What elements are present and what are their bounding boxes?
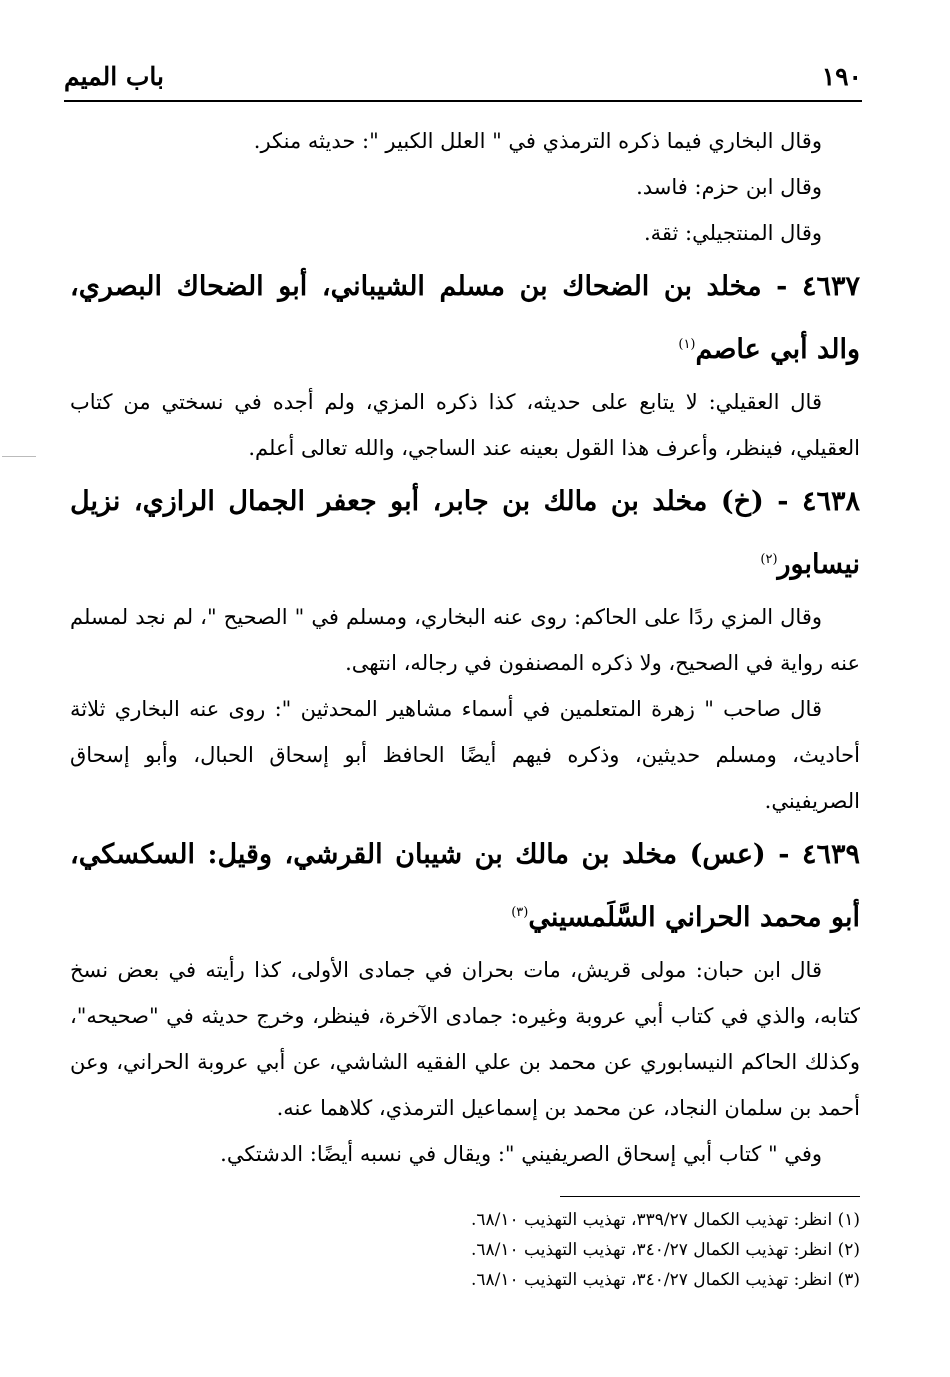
intro-line: وقال ابن حزم: فاسد. — [636, 175, 822, 199]
footnote-ref: (٢) — [760, 552, 778, 567]
entry-paragraph: وفي " كتاب أبي إسحاق الصريفيني ": ويقال في نسبه أيضًا: الدشتكي. — [220, 1142, 822, 1166]
entry-heading-text: ٤٦٣٩ - (عس) مخلد بن مالك بن شيبان القرشي، وقيل: السكسكي، أبو محمد الحراني السَّلَمسيني — [70, 839, 860, 933]
footnotes-section — [70, 1196, 860, 1295]
entry-paragraph: وقال المزي ردًا على الحاكم: روى عنه البخاري، ومسلم في " الصحيح "، لم نجد لمسلم عنه رواية في الصحيح، ولا ذكره المصنفون في رجاله، انتهى. — [70, 605, 860, 675]
page-body — [70, 118, 860, 1177]
entry-paragraph: قال صاحب " زهرة المتعلمين في أسماء مشاهير المحدثين ": روى عنه البخاري ثلاثة أحاديث، ومسلم حديثين، وذكره فيهم أيضًا الحافظ أبو إسحاق الحبال، وأبو إسحاق الصريفيني. — [70, 697, 860, 813]
footnote-ref: (١) — [678, 337, 696, 352]
entry-4639 — [70, 826, 860, 1177]
entry-heading — [70, 826, 860, 947]
entry-heading-text: ٤٦٣٧ - مخلد بن الضحاك بن مسلم الشيباني، أبو الضحاك البصري، والد أبي عاصم — [70, 271, 860, 365]
page-number: ١٩٠ — [821, 62, 862, 91]
footnote-ref: (٣) — [511, 905, 529, 920]
entry-heading — [70, 258, 860, 379]
entry-4637 — [70, 258, 860, 471]
footnote: (١) انظر: تهذيب الكمال ٣٣٩/٢٧، تهذيب التهذيب ٦٨/١٠. — [470, 1210, 860, 1230]
entry-heading-text: ٤٦٣٨ - (خ) مخلد بن مالك بن جابر، أبو جعفر الجمال الرازي، نزيل نيسابور — [70, 486, 860, 580]
entry-heading — [70, 473, 860, 594]
running-title: باب الميم — [64, 62, 165, 91]
entry-paragraph: قال العقيلي: لا يتابع على حديثه، كذا ذكره المزي، ولم أجده في نسختي من كتاب العقيلي، فينظر، وأعرف هذا القول بعينه عند الساجي، والله تعالى أعلم. — [70, 390, 860, 460]
intro-line: وقال البخاري فيما ذكره الترمذي في " العلل الكبير ": حديثه منكر. — [253, 129, 822, 153]
intro-line: وقال المنتجيلي: ثقة. — [643, 221, 822, 245]
entry-paragraph: قال ابن حبان: مولى قريش، مات بحران في جمادى الأولى، كذا رأيته في بعض نسخ كتابه، والذي في كتاب أبي عروبة وغيره: جمادى الآخرة، فينظر، وخرج حديثه في "صحيحه"، وكذلك الحاكم النيسابوري عن محمد بن علي الفقيه الشاشي، عن أبي عروبة الحراني، وعن أحمد بن سلمان النجاد، عن محمد بن إسماعيل الترمذي، كلاهما عنه. — [70, 958, 860, 1120]
page-header — [64, 56, 862, 102]
entry-4638 — [70, 473, 860, 824]
footnote: (٢) انظر: تهذيب الكمال ٣٤٠/٢٧، تهذيب التهذيب ٦٨/١٠. — [470, 1240, 860, 1260]
footnote: (٣) انظر: تهذيب الكمال ٣٤٠/٢٧، تهذيب التهذيب ٦٨/١٠. — [470, 1270, 860, 1290]
margin-mark — [2, 456, 36, 457]
footnote-divider — [560, 1196, 860, 1197]
